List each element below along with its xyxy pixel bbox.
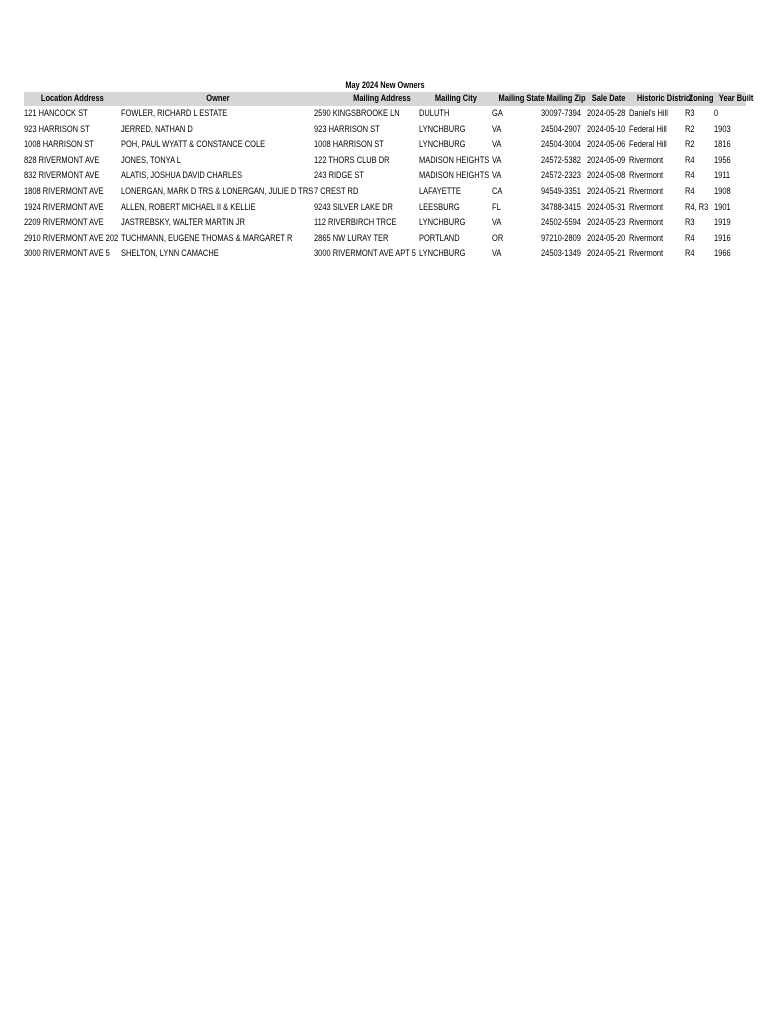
table-body — [24, 106, 746, 262]
cell-mailing-city: LEESBURG — [419, 201, 460, 213]
cell-owner: TUCHMANN, EUGENE THOMAS & MARGARET R — [121, 232, 293, 244]
cell-zoning: R3 — [685, 217, 695, 229]
header-mailing-zip: Mailing Zip — [541, 92, 587, 106]
cell-zoning: R4 — [685, 232, 695, 244]
cell-location-address: 832 RIVERMONT AVE — [24, 170, 100, 182]
cell-historic-district: Federal Hill — [629, 139, 667, 151]
cell-mailing-state: OR — [492, 232, 504, 244]
cell-mailing-city: LYNCHBURG — [419, 217, 466, 229]
cell-zoning: R2 — [685, 123, 695, 135]
cell-mailing-address: 7 CREST RD — [314, 185, 359, 197]
cell-mailing-zip: 24503-1349 — [541, 248, 581, 260]
table-row — [24, 153, 746, 169]
cell-sale-date: 2024-05-28 — [587, 108, 626, 119]
owners-table — [24, 92, 754, 262]
cell-mailing-city: PORTLAND — [419, 232, 460, 244]
cell-mailing-city: LAFAYETTE — [419, 185, 461, 197]
report-sheet — [24, 79, 754, 262]
cell-location-address: 923 HARRISON ST — [24, 123, 90, 135]
cell-zoning: R4 — [685, 170, 695, 182]
cell-mailing-zip: 30097-7394 — [541, 108, 581, 119]
table-row — [24, 215, 746, 231]
cell-owner: JONES, TONYA L — [121, 154, 181, 166]
cell-zoning: R4, R3 — [685, 201, 709, 213]
cell-mailing-zip: 24504-3004 — [541, 139, 581, 151]
cell-year-built: 1903 — [714, 123, 731, 135]
cell-sale-date: 2024-05-21 — [587, 185, 626, 197]
table-row — [24, 106, 746, 122]
cell-sale-date: 2024-05-31 — [587, 201, 626, 213]
cell-mailing-address: 122 THORS CLUB DR — [314, 154, 390, 166]
cell-mailing-state: VA — [492, 170, 502, 182]
cell-year-built: 1908 — [714, 185, 731, 197]
table-header-row — [24, 92, 746, 106]
cell-mailing-address: 1008 HARRISON ST — [314, 139, 384, 151]
cell-historic-district: Rivermont — [629, 185, 664, 197]
cell-sale-date: 2024-05-23 — [587, 217, 626, 229]
cell-location-address: 3000 RIVERMONT AVE 5 — [24, 248, 110, 260]
cell-sale-date: 2024-05-20 — [587, 232, 626, 244]
cell-year-built: 1966 — [714, 248, 731, 260]
cell-historic-district: Rivermont — [629, 170, 664, 182]
header-year-built: Year Built — [714, 92, 746, 106]
cell-sale-date: 2024-05-10 — [587, 123, 626, 135]
cell-mailing-address: 243 RIDGE ST — [314, 170, 364, 182]
cell-owner: JASTREBSKY, WALTER MARTIN JR — [121, 217, 246, 229]
cell-historic-district: Rivermont — [629, 154, 664, 166]
cell-year-built: 1901 — [714, 201, 731, 213]
cell-zoning: R4 — [685, 154, 695, 166]
cell-location-address: 828 RIVERMONT AVE — [24, 154, 100, 166]
cell-mailing-address: 9243 SILVER LAKE DR — [314, 201, 393, 213]
cell-historic-district: Rivermont — [629, 232, 664, 244]
cell-location-address: 121 HANCOCK ST — [24, 108, 88, 119]
cell-historic-district: Federal Hill — [629, 123, 667, 135]
cell-location-address: 1808 RIVERMONT AVE — [24, 185, 104, 197]
cell-mailing-city: MADISON HEIGHTS — [419, 170, 490, 182]
cell-location-address: 2910 RIVERMONT AVE 202 — [24, 232, 119, 244]
cell-mailing-state: VA — [492, 248, 502, 260]
cell-sale-date: 2024-05-09 — [587, 154, 626, 166]
header-mailing-city: Mailing City — [419, 92, 492, 106]
cell-historic-district: Daniel's Hill — [629, 108, 668, 119]
cell-mailing-city: LYNCHBURG — [419, 248, 466, 260]
cell-mailing-address: 112 RIVERBIRCH TRCE — [314, 217, 397, 229]
cell-mailing-address: 2590 KINGSBROOKE LN — [314, 108, 400, 119]
cell-mailing-state: VA — [492, 217, 502, 229]
cell-historic-district: Rivermont — [629, 248, 664, 260]
cell-mailing-state: GA — [492, 108, 503, 119]
cell-year-built: 1816 — [714, 139, 731, 151]
cell-zoning: R4 — [685, 248, 695, 260]
cell-year-built: 1916 — [714, 232, 731, 244]
cell-zoning: R2 — [685, 139, 695, 151]
cell-mailing-zip: 24504-2907 — [541, 123, 581, 135]
cell-historic-district: Rivermont — [629, 217, 664, 229]
table-row — [24, 184, 746, 200]
table-row — [24, 137, 746, 153]
cell-year-built: 0 — [714, 108, 719, 119]
cell-year-built: 1919 — [714, 217, 731, 229]
header-mailing-state: Mailing State — [492, 92, 541, 106]
cell-owner: POH, PAUL WYATT & CONSTANCE COLE — [121, 139, 266, 151]
cell-mailing-zip: 97210-2809 — [541, 232, 581, 244]
cell-owner: SHELTON, LYNN CAMACHE — [121, 248, 219, 260]
cell-mailing-state: VA — [492, 139, 502, 151]
cell-sale-date: 2024-05-08 — [587, 170, 626, 182]
table-row — [24, 168, 746, 184]
cell-mailing-city: LYNCHBURG — [419, 123, 466, 135]
cell-historic-district: Rivermont — [629, 201, 664, 213]
table-row — [24, 231, 746, 247]
cell-location-address: 1924 RIVERMONT AVE — [24, 201, 104, 213]
cell-mailing-state: CA — [492, 185, 503, 197]
cell-owner: ALATIS, JOSHUA DAVID CHARLES — [121, 170, 243, 182]
header-owner: Owner — [121, 92, 314, 106]
cell-owner: FOWLER, RICHARD L ESTATE — [121, 108, 228, 119]
cell-sale-date: 2024-05-21 — [587, 248, 626, 260]
header-zoning: Zoning — [685, 92, 714, 106]
table-row — [24, 246, 746, 262]
cell-zoning: R3 — [685, 108, 695, 119]
cell-mailing-zip: 24572-2323 — [541, 170, 581, 182]
header-mailing-address: Mailing Address — [314, 92, 419, 106]
cell-mailing-state: FL — [492, 201, 501, 213]
cell-owner: JERRED, NATHAN D — [121, 123, 193, 135]
report-title: May 2024 New Owners — [345, 80, 425, 90]
cell-mailing-city: LYNCHBURG — [419, 139, 466, 151]
cell-location-address: 1008 HARRISON ST — [24, 139, 94, 151]
header-historic-district: Historic District — [629, 92, 685, 106]
table-row — [24, 122, 746, 138]
cell-mailing-zip: 24502-5594 — [541, 217, 581, 229]
cell-owner: ALLEN, ROBERT MICHAEL II & KELLIE — [121, 201, 256, 213]
cell-mailing-city: DULUTH — [419, 108, 450, 119]
table-row — [24, 200, 746, 216]
cell-mailing-state: VA — [492, 154, 502, 166]
header-location-address: Location Address — [24, 92, 121, 106]
cell-mailing-zip: 94549-3351 — [541, 185, 581, 197]
cell-owner: LONERGAN, MARK D TRS & LONERGAN, JULIE D TRS — [121, 185, 314, 197]
cell-mailing-zip: 24572-5382 — [541, 154, 581, 166]
cell-mailing-address: 923 HARRISON ST — [314, 123, 380, 135]
cell-sale-date: 2024-05-06 — [587, 139, 626, 151]
cell-zoning: R4 — [685, 185, 695, 197]
cell-mailing-zip: 34788-3415 — [541, 201, 581, 213]
cell-mailing-address: 2865 NW LURAY TER — [314, 232, 389, 244]
cell-mailing-address: 3000 RIVERMONT AVE APT 5 — [314, 248, 416, 260]
cell-mailing-state: VA — [492, 123, 502, 135]
cell-year-built: 1956 — [714, 154, 731, 166]
header-sale-date: Sale Date — [587, 92, 629, 106]
cell-location-address: 2209 RIVERMONT AVE — [24, 217, 104, 229]
cell-year-built: 1911 — [714, 170, 731, 182]
cell-mailing-city: MADISON HEIGHTS — [419, 154, 490, 166]
